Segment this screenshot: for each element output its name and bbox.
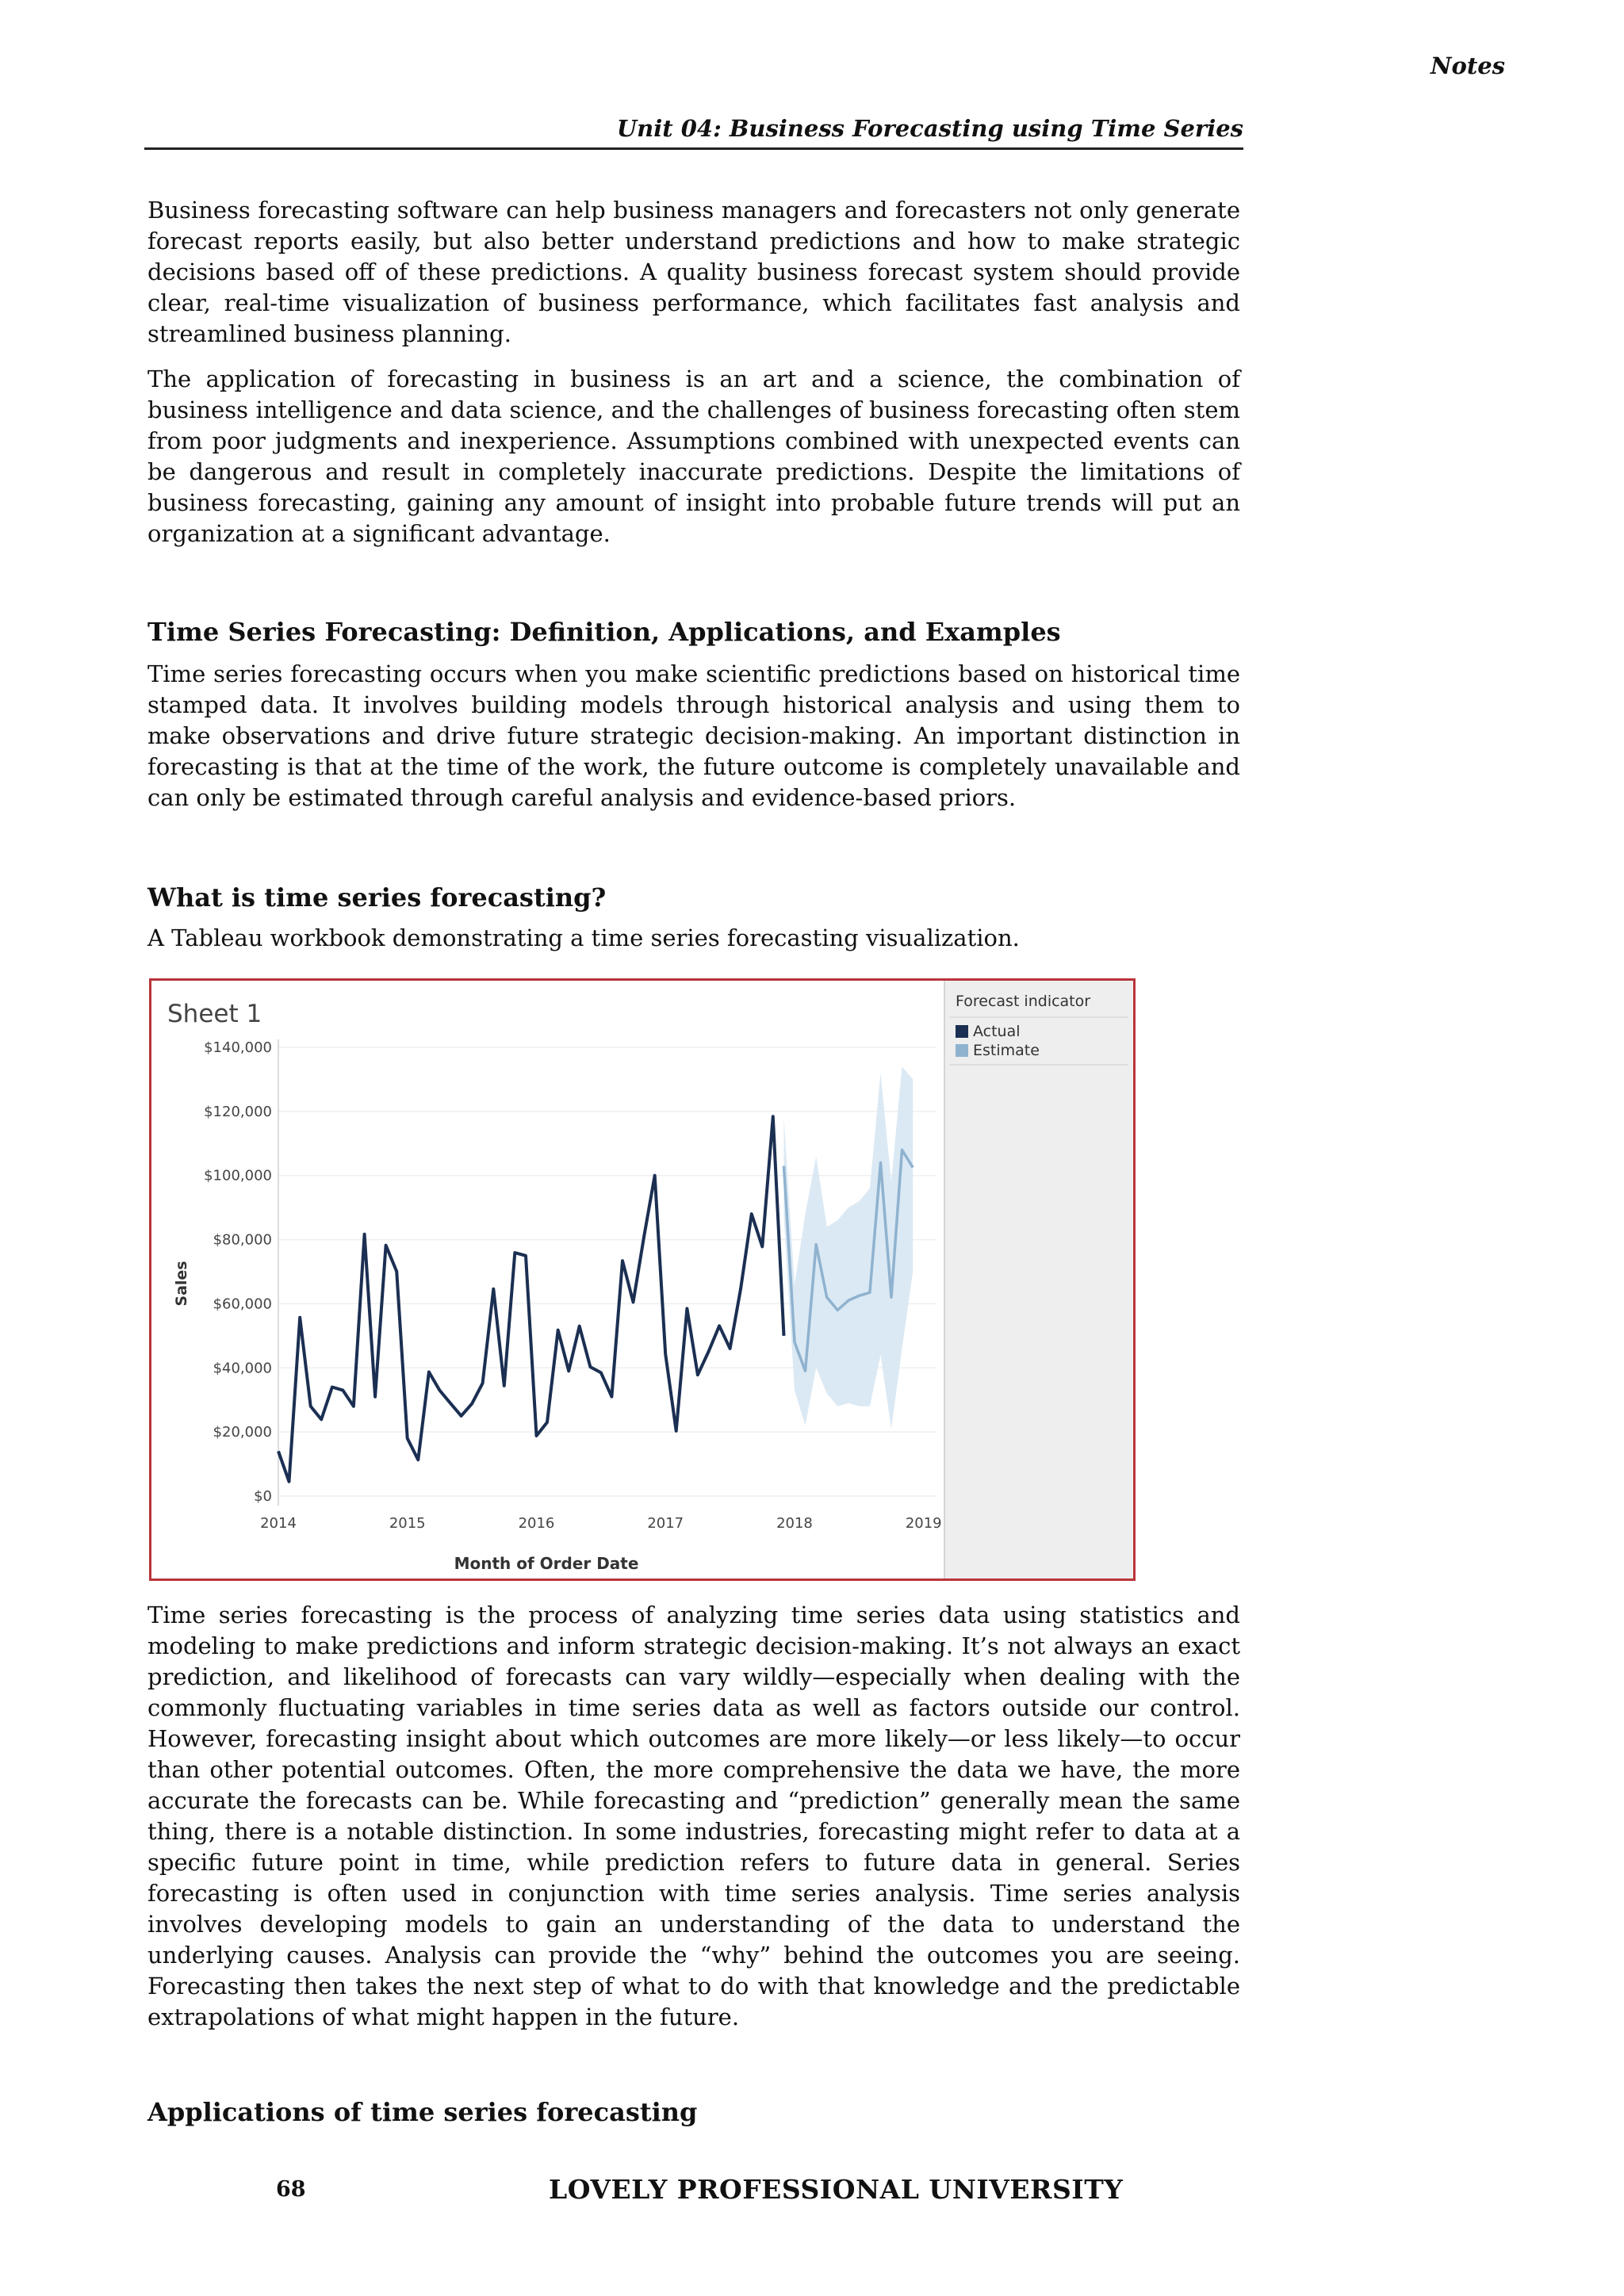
section-heading-what-is: What is time series forecasting? (147, 882, 607, 913)
y-axis-title: Sales (173, 1261, 190, 1307)
y-tick-label: $120,000 (204, 1103, 272, 1120)
y-tick-label: $100,000 (204, 1167, 272, 1184)
page-content (147, 195, 1240, 968)
chart-title: Sheet 1 (167, 1000, 262, 1028)
notes-label: Notes (1430, 52, 1505, 79)
figure-caption: A Tableau workbook demonstrating a time series forecasting visualization. (147, 924, 1020, 951)
legend-swatch-estimate (956, 1044, 968, 1057)
paragraph-3: Time series forecasting occurs when you make scientific predictions based on historical time stamped data. It involves building models through historical analysis and using them to make observations and drive future strategic decision-making. An important distinction in forecasting is that at the time of the work, the future outcome is completely unavailable and can only be estimated through careful analysis and evidence-based priors. (147, 660, 1240, 811)
paragraph-5: Time series forecasting is the process of analyzing time series data using statistics and modeling to make predictions and inform strategic decision-making. It’s not always an exact prediction, and likelihood of forecasts can vary wildly—especially when dealing with the commonly fluctuating variables in time series data as well as factors outside our control. However, forecasting insight about which outcomes are more likely—or less likely—to occur than other potential outcomes. Often, the more comprehensive the data we have, the more accurate the forecasts can be. While forecasting and “prediction” generally mean the same thing, there is a notable distinction. In some industries, forecasting might refer to data at a specific future point in time, while prediction refers to future data in general. Series forecasting is often used in conjunction with time series analysis. Time series analysis involves developing models to gain an understanding of the data to understand the underlying causes. Analysis can provide the “why” behind the outcomes you are seeing. Forecasting then takes the next step of what to do with that knowledge and the predictable extrapolations of what might happen in the future. (147, 1601, 1240, 2030)
y-tick-label: $20,000 (213, 1424, 272, 1441)
paragraph-1: Business forecasting software can help business managers and forecasters not only generate forecast reports easily, but also better understand predictions and how to make strategic decisions based off of these predictions. A quality business forecast system should provide clear, real-time visualization of business performance, which facilitates fast analysis and streamlined business planning. (147, 197, 1240, 347)
section-heading-time-series: Time Series Forecasting: Definition, Applications, and Examples (147, 617, 1061, 647)
page-number: 68 (276, 2177, 306, 2202)
unit-header: Unit 04: Business Forecasting using Time Series (144, 113, 1243, 150)
forecast-chart (151, 981, 1133, 1578)
x-tick-label: 2018 (776, 1515, 813, 1532)
legend-title: Forecast indicator (956, 993, 1091, 1010)
y-tick-label: $40,000 (213, 1360, 272, 1377)
x-tick-label: 2019 (905, 1515, 942, 1532)
legend-swatch-actual (956, 1025, 968, 1038)
y-tick-label: $80,000 (213, 1231, 272, 1249)
section-heading-applications: Applications of time series forecasting (147, 2097, 698, 2127)
x-tick-label: 2017 (647, 1515, 684, 1532)
x-tick-label: 2015 (389, 1515, 426, 1532)
y-tick-label: $140,000 (204, 1039, 272, 1056)
x-axis-title: Month of Order Date (454, 1554, 639, 1573)
legend-label-actual: Actual (973, 1023, 1021, 1040)
page-content-lower (147, 1600, 1240, 2128)
university-name: LOVELY PROFESSIONAL UNIVERSITY (549, 2174, 1124, 2205)
x-tick-label: 2014 (260, 1515, 297, 1532)
y-tick-label: $60,000 (213, 1295, 272, 1313)
legend-panel (944, 981, 1133, 1578)
paragraph-2: The application of forecasting in business is an art and a science, the combination of business intelligence and data science, and the challenges of business forecasting often stem from poor judgments and inexperience. Assumptions combined with unexpected events can be dangerous and result in completely inaccurate predictions. Despite the limitations of business forecasting, gaining any amount of insight into probable future trends will put an organization at a significant advantage. (147, 365, 1240, 547)
tableau-figure (149, 978, 1136, 1581)
legend-label-estimate: Estimate (973, 1042, 1040, 1059)
x-tick-label: 2016 (518, 1515, 555, 1532)
y-tick-label: $0 (254, 1488, 272, 1505)
